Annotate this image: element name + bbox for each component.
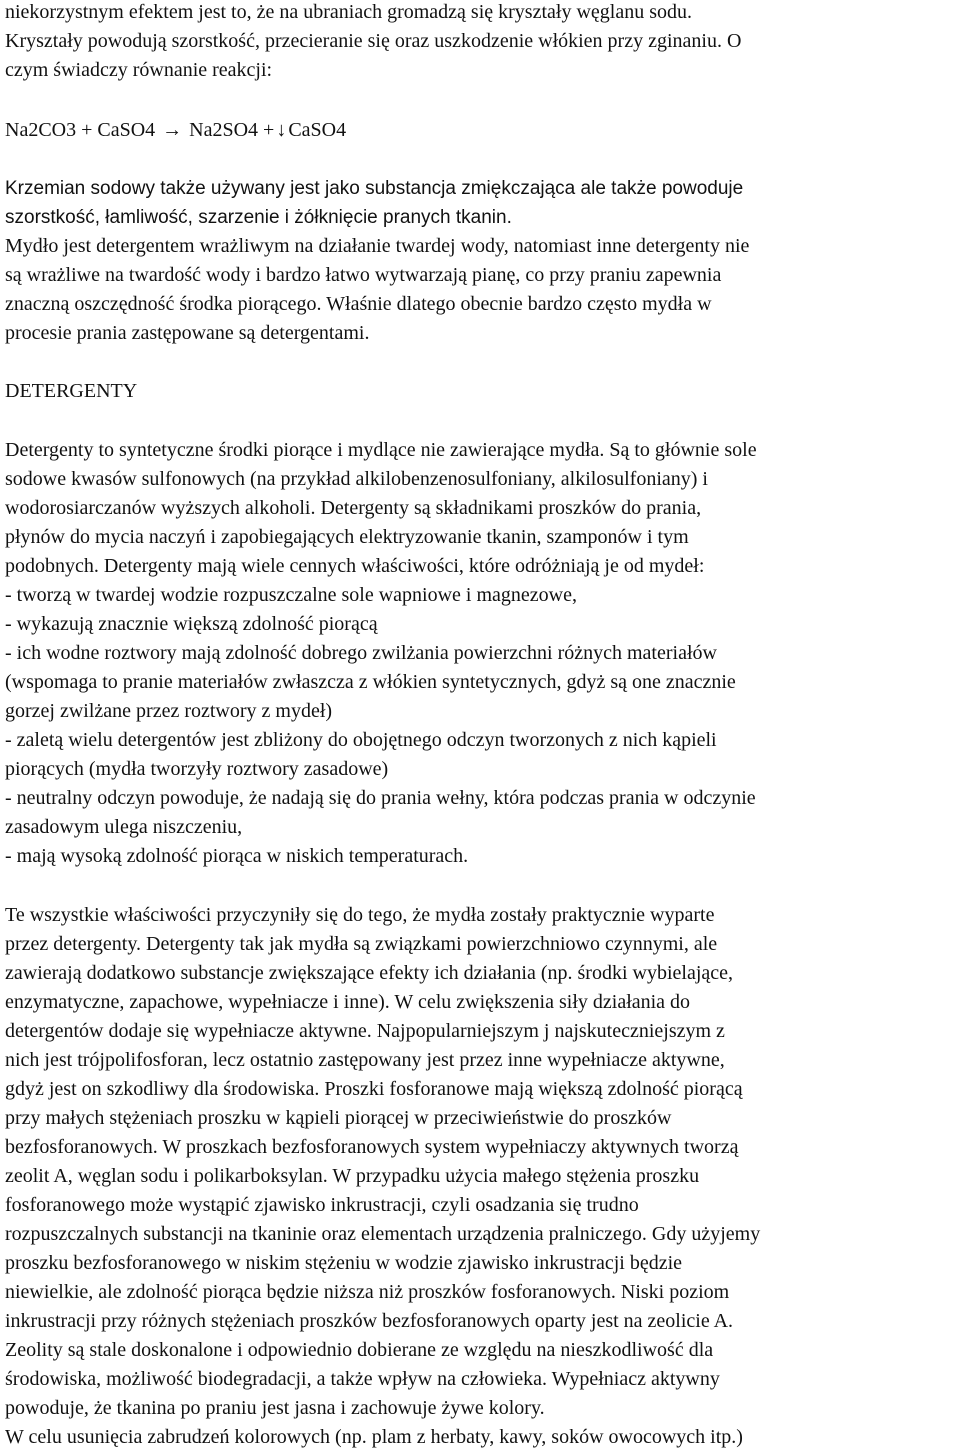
text-line: zeolit A, węglan sodu i polikarboksylan. W przypadku użycia małego stężenia proszku — [5, 1165, 700, 1187]
text-line: Kryształy powodują szorstkość, przecieranie się oraz uszkodzenie włókien przy zginaniu. O — [5, 30, 742, 52]
precipitate-arrow-icon: ↓ — [276, 119, 287, 141]
equation-product-2: CaSO4 — [288, 119, 347, 141]
text-line: procesie prania zastępowane są detergentami. — [5, 322, 370, 344]
list-item: - zaletą wielu detergentów jest zbliżony do obojętnego odczyn tworzonych z nich kąpieli — [5, 729, 717, 751]
text-line: nich jest trójpolifosforan, lecz ostatnio zastępowany jest przez inne wypełniacze aktywne, — [5, 1049, 725, 1071]
text-line: bezfosforanowych. W proszkach bezfosforanowych system wypełniaczy aktywnych tworzą — [5, 1136, 739, 1158]
krzemian-paragraph — [5, 174, 957, 232]
equation-reactants: Na2CO3 + CaSO4 — [5, 119, 156, 141]
list-item: - wykazują znacznie większą zdolność piorącą — [5, 613, 378, 635]
text-line: piorących (mydła tworzyły roztwory zasadowe) — [5, 758, 389, 780]
detergenty-paragraph — [5, 436, 957, 871]
text-line: zasadowym ulega niszczeniu, — [5, 816, 243, 838]
text-line: zawierają dodatkowo substancje zwiększające efekty ich działania (np. środki wybielające, — [5, 962, 734, 984]
text-line: przez detergenty. Detergenty tak jak mydła są związkami powierzchniowo czynnymi, ale — [5, 933, 718, 955]
text-line: Krzemian sodowy także używany jest jako substancja zmiękczająca ale także powoduje — [5, 178, 744, 199]
text-line: czym świadczy równanie reakcji: — [5, 59, 273, 81]
text-line: Zeolity są stale doskonalone i odpowiednio dobierane ze względu na nieszkodliwość dla — [5, 1339, 714, 1361]
section-heading: DETERGENTY — [5, 380, 138, 402]
text-line: fosforanowego może wystąpić zjawisko inkrustracji, czyli osadzania się trudno — [5, 1194, 639, 1216]
text-line: znaczną oszczędność środka piorącego. Właśnie dlatego obecnie bardzo często mydła w — [5, 293, 712, 315]
mydlo-paragraph — [5, 232, 957, 348]
text-line: szorstkość, łamliwość, szarzenie i żółknięcie pranych tkanin. — [5, 207, 512, 228]
text-line: rozpuszczalnych substancji na tkaninie oraz elementach urządzenia pralniczego. Gdy użyjemy — [5, 1223, 761, 1245]
text-line: Te wszystkie właściwości przyczyniły się do tego, że mydła zostały praktycznie wyparte — [5, 904, 715, 926]
intro-paragraph — [5, 0, 957, 85]
list-item: - tworzą w twardej wodzie rozpuszczalne sole wapniowe i magnezowe, — [5, 584, 577, 606]
text-line: Detergenty to syntetyczne środki piorące i mydlące nie zawierające mydła. Są to głównie sole — [5, 439, 757, 461]
text-line: płynów do mycia naczyń i zapobiegających elektryzowanie tkanin, szamponów i tym — [5, 526, 689, 548]
reaction-equation — [5, 116, 957, 145]
text-line: niekorzystnym efektem jest to, że na ubraniach gromadzą się kryształy węglanu sodu. — [5, 1, 692, 23]
list-item: - neutralny odczyn powoduje, że nadają się do prania wełny, która podczas prania w odczynie — [5, 787, 756, 809]
text-line: gorzej zwilżane przez roztwory z mydeł) — [5, 700, 333, 722]
text-line: niewielkie, ale zdolność piorąca będzie niższa niż proszków fosforanowych. Niski poziom — [5, 1281, 730, 1303]
final-paragraph — [5, 901, 957, 1452]
text-line: detergentów dodaje się wypełniacze aktywne. Najpopularniejszym j najskuteczniejszym z — [5, 1020, 725, 1042]
text-line: proszku bezfosforanowego w niskim stężeniu w wodzie zjawisko inkrustracji będzie — [5, 1252, 683, 1274]
text-line: podobnych. Detergenty mają wiele cennych właściwości, które odróżniają je od mydeł: — [5, 555, 705, 577]
reaction-arrow-icon: → — [162, 119, 183, 141]
text-line: Mydło jest detergentem wrażliwym na działanie twardej wody, natomiast inne detergenty nie — [5, 235, 750, 257]
text-line: sodowe kwasów sulfonowych (na przykład alkilobenzenosulfoniany, alkilosulfoniany) i — [5, 468, 708, 490]
text-line: inkrustracji przy różnych stężeniach proszków bezfosforanowych oparty jest na zeolicie A. — [5, 1310, 734, 1332]
list-item: - ich wodne roztwory mają zdolność dobrego zwilżania powierzchni różnych materiałów — [5, 642, 717, 664]
equation-product-1: Na2SO4 + — [189, 119, 275, 141]
text-line: wodorosiarczanów wyższych alkoholi. Detergenty są składnikami proszków do prania, — [5, 497, 702, 519]
text-line: gdyż jest on szkodliwy dla środowiska. Proszki fosforanowe mają większą zdolność piorącą — [5, 1078, 743, 1100]
list-item: - mają wysoką zdolność piorąca w niskich temperaturach. — [5, 845, 469, 867]
text-line: przy małych stężeniach proszku w kąpieli piorącej w przeciwieństwie do proszków — [5, 1107, 672, 1129]
text-line: są wrażliwe na twardość wody i bardzo łatwo wytwarzają pianę, co przy praniu zapewnia — [5, 264, 722, 286]
text-line: (wspomaga to pranie materiałów zwłaszcza z włókien syntetycznych, gdyż są one znacznie — [5, 671, 736, 693]
text-line: powoduje, że tkanina po praniu jest jasna i zachowuje żywe kolory. — [5, 1397, 545, 1419]
text-line: W celu usunięcia zabrudzeń kolorowych (np. plam z herbaty, kawy, soków owocowych itp.) — [5, 1426, 743, 1448]
text-line: środowiska, możliwość biodegradacji, a także wpływ na człowieka. Wypełniacz aktywny — [5, 1368, 720, 1390]
text-line: enzymatyczne, zapachowe, wypełniacze i inne). W celu zwiększenia siły działania do — [5, 991, 691, 1013]
